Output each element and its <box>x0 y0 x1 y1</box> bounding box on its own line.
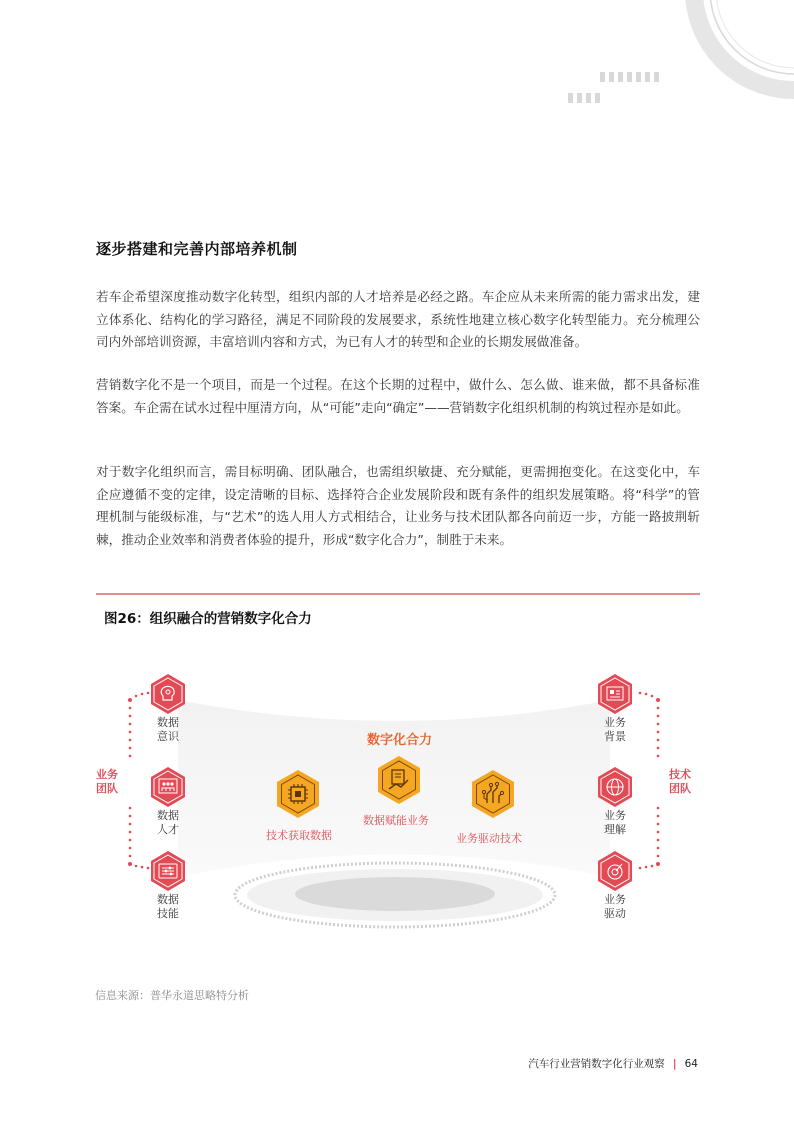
right-item-1-label: 业务 背景 <box>604 716 626 743</box>
paragraph-1: 若车企希望深度推动数字化转型，组织内部的人才培养是必经之路。车企应从未来所需的能力需求出发，建立体系化、结构化的学习路径，满足不同阶段的发展要求，系统性地建立核心数字化转型能力。充分梳理公司内外部培训资源，丰富培训内容和方式，为已有人才的转型和企业的长期发展做准备。 <box>96 289 700 349</box>
source-note: 信息来源：普华永道思略特分析 <box>95 989 249 1002</box>
left-item-2-label: 数据 人才 <box>157 809 179 836</box>
center-title: 数字化合力 <box>367 733 433 748</box>
footer-separator: | <box>672 1058 677 1070</box>
corner-decoration <box>660 0 794 110</box>
paragraph-2: 营销数字化不是一个项目，而是一个过程。在这个长期的过程中，做什么、怎么做、谁来做，都不具备标准答案。车企需在试水过程中厘清方向，从“可能”走向“确定”——营销数字化组织机制的构筑过程亦是如此。 <box>96 377 700 415</box>
right-item-3-label: 业务 驱动 <box>604 893 626 920</box>
left-item-3-label: 数据 技能 <box>157 893 179 920</box>
organization-diagram <box>90 662 700 942</box>
figure-divider <box>96 593 700 595</box>
dash-decoration-2 <box>568 93 612 105</box>
section-heading: 逐步搭建和完善内部培养机制 <box>96 240 298 258</box>
left-bracket <box>128 692 149 870</box>
middle-item-2-label: 数据赋能业务 <box>363 814 429 827</box>
paragraph-3: 对于数字化组织而言，需目标明确、团队融合，也需组织敏捷、充分赋能，更需拥抱变化。在这变化中，车企应遵循不变的定律，设定清晰的目标、选择符合企业发展阶段和既有条件的组织发展策略。将“科学”的管理机制与能级标准，与“艺术”的选人用人方式相结合，让业务与技术团队都各向前迈一步，方能一路披荆斩棘，推动企业效率和消费者体验的提升，形成“数字化合力”，制胜于未来。 <box>96 464 700 547</box>
page-footer <box>528 1056 698 1071</box>
page-number: 64 <box>684 1058 698 1070</box>
right-bracket <box>639 692 660 870</box>
business-team-label: 业务 团队 <box>96 768 118 795</box>
tech-team-label: 技术 团队 <box>669 768 691 795</box>
footer-title: 汽车行业营销数字化行业观察 <box>528 1058 665 1070</box>
middle-item-1-label: 技术获取数据 <box>266 829 332 842</box>
figure-title: 图26：组织融合的营销数字化合力 <box>104 611 312 627</box>
left-item-1-label: 数据 意识 <box>157 716 179 743</box>
right-item-2-label: 业务 理解 <box>604 809 626 836</box>
middle-item-3-label: 业务驱动技术 <box>456 832 522 845</box>
platform-inner <box>295 877 495 911</box>
